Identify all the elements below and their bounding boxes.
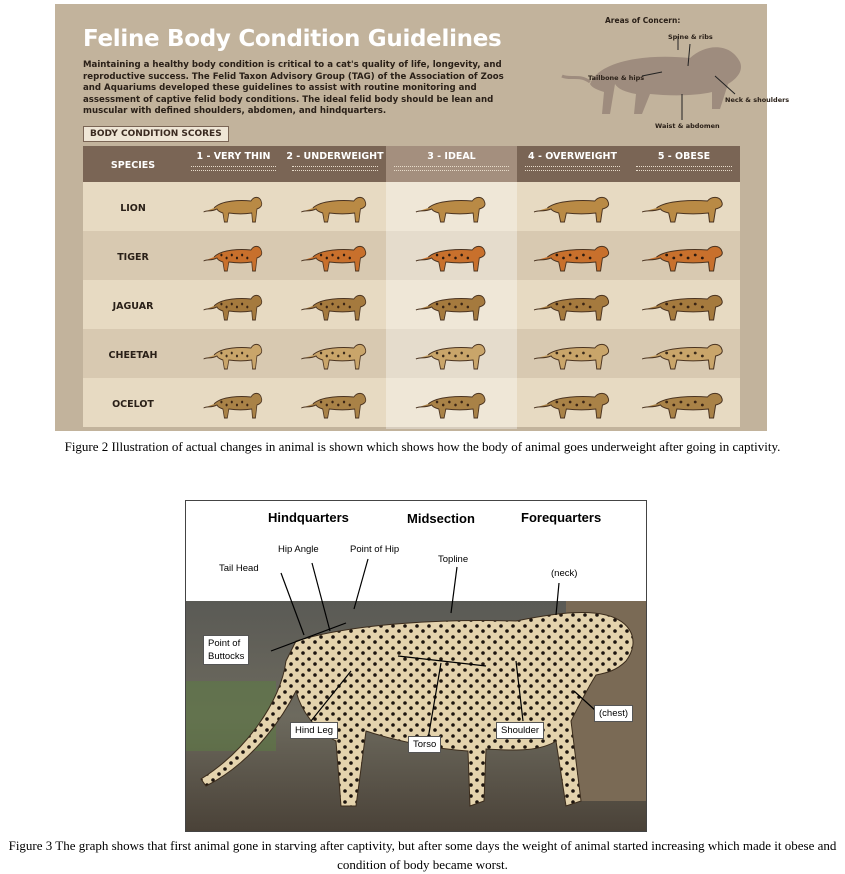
jaguar-illustration xyxy=(407,286,497,326)
tiger-illustration xyxy=(528,237,618,277)
species-label: CHEETAH xyxy=(108,350,158,361)
poster-title: Feline Body Condition Guidelines xyxy=(83,26,502,52)
concern-label: Neck & shoulders xyxy=(725,96,790,104)
label-torso: Torso xyxy=(408,736,441,753)
label-point-of-buttocks: Point of Buttocks xyxy=(203,635,249,665)
ocelot-illustration xyxy=(407,384,497,424)
species-label: TIGER xyxy=(117,252,149,263)
species-label: JAGUAR xyxy=(112,301,154,312)
figure-2-caption: Figure 2 Illustration of actual changes in animal is shown which shows how the body of animal goes underweight after going in captivity. xyxy=(64,439,781,454)
column-header: 4 - OVERWEIGHT xyxy=(517,146,628,182)
label-chest: (chest) xyxy=(594,705,633,722)
column-header: 1 - VERY THIN xyxy=(183,146,284,182)
tiger-illustration xyxy=(407,237,497,277)
column-header: 2 - UNDERWEIGHT xyxy=(284,146,386,182)
tiger-illustration xyxy=(639,237,729,277)
cheetah-illustration xyxy=(407,335,497,375)
species-label: LION xyxy=(120,203,146,214)
lion-illustration xyxy=(189,188,279,228)
lion-illustration xyxy=(290,188,380,228)
concern-label: Spine & ribs xyxy=(668,33,713,41)
ocelot-illustration xyxy=(639,384,729,424)
cheetah-illustration xyxy=(290,335,380,375)
region-label: Midsection xyxy=(407,511,475,526)
body-condition-scores-tab: BODY CONDITION SCORES xyxy=(83,126,229,142)
cheetah-anatomy-figure xyxy=(185,500,647,832)
lion-illustration xyxy=(639,188,729,228)
cheetah-photo xyxy=(186,601,646,831)
areas-of-concern-diagram xyxy=(530,14,790,132)
column-header: 3 - IDEAL xyxy=(386,146,517,182)
label-neck: (neck) xyxy=(551,568,578,579)
label-topline: Topline xyxy=(438,554,469,565)
body-condition-poster xyxy=(55,4,790,431)
ocelot-illustration xyxy=(528,384,618,424)
cheetah-illustration xyxy=(189,335,279,375)
label-shoulder: Shoulder xyxy=(496,722,544,739)
lion-illustration xyxy=(528,188,618,228)
lion-silhouette-icon xyxy=(530,14,760,132)
jaguar-illustration xyxy=(290,286,380,326)
jaguar-illustration xyxy=(528,286,618,326)
cheetah-illustration xyxy=(528,335,618,375)
column-header: 5 - OBESE xyxy=(628,146,740,182)
ocelot-illustration xyxy=(189,384,279,424)
concern-label: Waist & abdomen xyxy=(655,122,720,130)
tiger-illustration xyxy=(290,237,380,277)
label-hind-leg: Hind Leg xyxy=(290,722,338,739)
jaguar-illustration xyxy=(639,286,729,326)
areas-of-concern-title: Areas of Concern: xyxy=(605,16,681,25)
cheetah-illustration xyxy=(639,335,729,375)
tiger-illustration xyxy=(189,237,279,277)
label-tail-head: Tail Head xyxy=(219,563,259,574)
region-label: Forequarters xyxy=(521,510,602,525)
column-header: SPECIES xyxy=(83,146,183,182)
ocelot-illustration xyxy=(290,384,380,424)
poster-intro-text: Maintaining a healthy body condition is critical to a cat's quality of life, longevity, and reproductive success. The Felid Taxon Advisory Group (TAG) of the Association of Zoos and Aquariums developed these guidelines to assist with routine monitoring and assessment of captive felid body conditions. The ideal felid body should be lean and muscular with defined shoulders, abdomen, and hindquarters. xyxy=(83,60,504,116)
species-label: OCELOT xyxy=(112,399,154,410)
concern-label: Tailbone & hips xyxy=(588,74,645,82)
figure-3-caption: Figure 3 The graph shows that first animal gone in starving after captivity, but after some days the weight of animal started increasing which made it obese and condition of body became worst. xyxy=(8,838,837,872)
label-hip-angle: Hip Angle xyxy=(278,544,319,555)
label-point-of-hip: Point of Hip xyxy=(350,544,400,555)
body-condition-grid xyxy=(83,146,740,429)
jaguar-illustration xyxy=(189,286,279,326)
region-label: Hindquarters xyxy=(268,510,349,525)
lion-illustration xyxy=(407,188,497,228)
